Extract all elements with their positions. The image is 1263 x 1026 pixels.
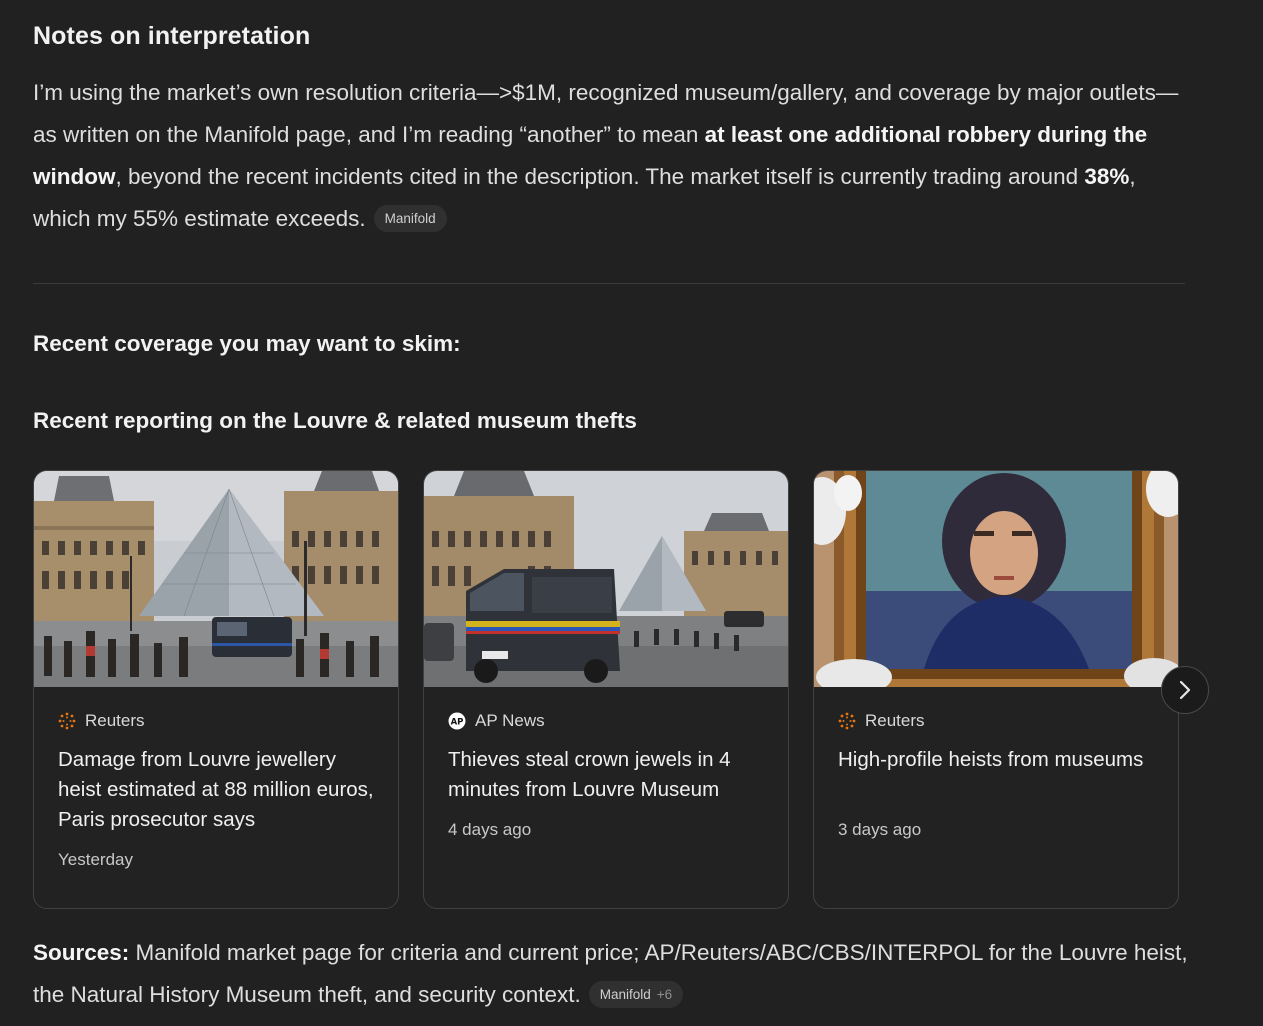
news-source-label: Reuters — [85, 711, 145, 730]
svg-text:AP: AP — [450, 717, 464, 728]
notes-text-2: , beyond the recent incidents cited in the description. The market itself is currently trading around — [115, 164, 1085, 189]
notes-bold-2: 38% — [1084, 164, 1130, 189]
notes-text-1: I’m using the market’s own resolution criteria—>$1M, recognized museum/gallery, and coverage by major outlets—as written on the Manifold page, and I’m reading “another” to mean — [33, 80, 1179, 147]
news-source-label: AP News — [475, 711, 545, 730]
divider — [33, 283, 1185, 284]
notes-heading: Notes on interpretation — [33, 22, 311, 50]
citation-chip-label: Manifold — [599, 987, 651, 1002]
carousel-next-button[interactable] — [1161, 666, 1209, 714]
news-carousel — [33, 470, 1183, 910]
citation-chip-manifold[interactable] — [374, 205, 447, 232]
louvre-pyramid-crowd-photo — [34, 471, 398, 687]
reuters-logo-icon — [58, 712, 76, 730]
reporting-heading: Recent reporting on the Louvre & related museum thefts — [33, 408, 637, 433]
notes-text-3: , which my 55% estimate exceeds. — [33, 164, 1136, 231]
police-van-louvre-photo — [424, 471, 788, 687]
news-time: Yesterday — [58, 850, 133, 869]
news-card[interactable] — [813, 470, 1179, 909]
reuters-logo-icon — [838, 712, 856, 730]
news-source — [448, 711, 545, 731]
citation-chip-label: Manifold — [384, 211, 436, 226]
news-title[interactable]: Damage from Louvre jewellery heist estimated at 88 million euros, Paris prosecutor says — [58, 748, 374, 831]
ap-logo-icon — [448, 712, 466, 730]
news-source-label: Reuters — [865, 711, 925, 730]
news-source — [838, 711, 925, 731]
news-title[interactable]: High-profile heists from museums — [838, 748, 1144, 771]
framed-portrait-painting-photo — [814, 471, 1178, 687]
notes-bold-1: at least one additional robbery during the window — [33, 122, 1148, 189]
news-title[interactable]: Thieves steal crown jewels in 4 minutes from Louvre Museum — [448, 748, 731, 801]
news-card[interactable] — [33, 470, 399, 909]
sources-text: Manifold market page for criteria and current price; AP/Reuters/ABC/CBS/INTERPOL for the Louvre heist, the Natural History Museum theft, and security context. — [33, 940, 1188, 1007]
news-card[interactable] — [423, 470, 789, 909]
chevron-right-icon — [1177, 680, 1193, 700]
news-source — [58, 711, 145, 731]
news-time: 3 days ago — [838, 820, 922, 839]
sources-label: Sources: — [33, 940, 130, 965]
citation-chip-sources[interactable] — [589, 981, 683, 1008]
news-time: 4 days ago — [448, 820, 532, 839]
recent-coverage-heading: Recent coverage you may want to skim: — [33, 331, 461, 356]
sources-paragraph — [33, 932, 1203, 1016]
notes-paragraph — [33, 72, 1193, 240]
citation-chip-count: +6 — [656, 987, 673, 1002]
